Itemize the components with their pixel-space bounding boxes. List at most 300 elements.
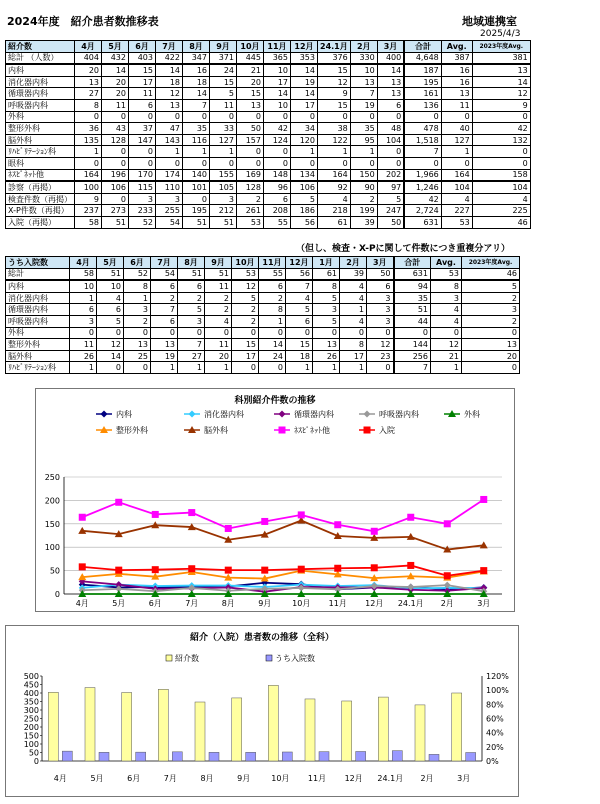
data-point [480, 496, 487, 503]
table-cell: 1 [151, 362, 178, 374]
table-cell: 4 [340, 315, 367, 327]
referral-bar-chart [5, 625, 519, 797]
data-point [444, 520, 451, 527]
table-cell: 2 [462, 292, 520, 304]
legend-label: 循環器内科 [294, 410, 334, 419]
table-cell: 12 [472, 88, 530, 100]
row-label: 消化器内科 [6, 76, 75, 88]
table-cell: 2 [205, 304, 232, 316]
table-cell: 24 [210, 64, 237, 76]
table-cell: 2 [350, 193, 377, 205]
table-cell: 4 [286, 292, 313, 304]
table-cell: 120 [291, 134, 318, 146]
table-cell: 256 [394, 350, 431, 362]
column-header: 5月 [97, 257, 124, 269]
table-cell: 1 [340, 304, 367, 316]
table-cell: 0 [237, 146, 264, 158]
bar [195, 702, 205, 761]
table-cell: 5 [377, 193, 404, 205]
table-row [6, 292, 520, 304]
x-tick-label: 9月 [258, 599, 272, 608]
row-label: 外科 [6, 111, 75, 123]
table-cell: 0 [441, 111, 472, 123]
table-cell: 158 [472, 169, 530, 181]
table-cell: 227 [441, 205, 472, 217]
table-row [6, 157, 531, 169]
table-cell: 4 [97, 292, 124, 304]
table-cell: 147 [129, 134, 156, 146]
line-chart-svg [36, 389, 514, 611]
table-cell: 106 [102, 181, 129, 193]
table-cell: 1 [259, 315, 286, 327]
table-cell: 0 [472, 146, 530, 158]
table-cell: 169 [237, 169, 264, 181]
table-cell: 7 [286, 280, 313, 292]
table-row [6, 327, 520, 339]
table-cell: 17 [232, 350, 259, 362]
row-label: 総計 （人数） [6, 52, 75, 64]
table-cell: 46 [462, 268, 520, 280]
table-cell: 3 [462, 304, 520, 316]
table-cell: 39 [340, 268, 367, 280]
table-row [6, 134, 531, 146]
table-cell: 20 [462, 350, 520, 362]
table-cell: 0 [264, 146, 291, 158]
table-cell: 92 [318, 181, 351, 193]
table-cell: 38 [318, 123, 351, 135]
table-cell: 225 [472, 205, 530, 217]
table-cell: 0 [377, 146, 404, 158]
table-cell: 9 [318, 88, 351, 100]
x-tick-label: 3月 [457, 774, 471, 783]
y2-tick-label: 60% [486, 714, 504, 724]
y-tick-label: 150 [23, 731, 39, 741]
table-cell: 376 [318, 52, 351, 64]
table-cell: 39 [350, 216, 377, 228]
table-cell: 56 [291, 216, 318, 228]
table-cell: 104 [441, 181, 472, 193]
table-cell: 11 [205, 339, 232, 351]
table-cell: 42 [404, 193, 441, 205]
column-header: 8月 [183, 41, 210, 53]
table-cell: 3 [367, 315, 394, 327]
table-cell: 6 [151, 315, 178, 327]
table-cell: 11 [129, 88, 156, 100]
table-cell: 0 [210, 157, 237, 169]
table-cell: 48 [377, 123, 404, 135]
column-header: Avg. [441, 41, 472, 53]
table-cell: 27 [178, 350, 205, 362]
table-cell: 140 [183, 169, 210, 181]
table-cell: 0 [441, 157, 472, 169]
table-cell: 445 [237, 52, 264, 64]
x-tick-label: 12月 [344, 774, 363, 783]
table-cell: 155 [210, 169, 237, 181]
table-cell: 100 [75, 181, 102, 193]
data-point [188, 509, 195, 516]
table-cell: 124 [264, 134, 291, 146]
table-cell: 14 [291, 64, 318, 76]
table-cell: 0 [97, 362, 124, 374]
table-cell: 1 [205, 362, 232, 374]
table-cell: 2 [178, 292, 205, 304]
y2-tick-label: 100% [486, 686, 509, 696]
column-header: 11月 [264, 41, 291, 53]
table-cell: 11 [70, 339, 97, 351]
table-cell: 0 [259, 362, 286, 374]
y-tick-label: 50 [28, 748, 39, 758]
table-cell: 7 [183, 99, 210, 111]
bar [99, 752, 109, 761]
table-cell: 19 [291, 76, 318, 88]
table-cell: 104 [472, 181, 530, 193]
table-row [6, 99, 531, 111]
table-cell: 0 [129, 111, 156, 123]
table-cell: 12 [156, 88, 183, 100]
table-note: （但し、検査・X-Pに関して件数につき重複分アリ） [296, 244, 510, 254]
table-cell: 161 [404, 88, 441, 100]
bar [122, 692, 132, 761]
column-header: 5月 [102, 41, 129, 53]
x-tick-label: 5月 [112, 599, 126, 608]
y-tick-label: 450 [23, 680, 39, 690]
table-cell: 143 [156, 134, 183, 146]
table-cell: 51 [178, 268, 205, 280]
table-cell: 14 [291, 88, 318, 100]
table-cell: 4 [441, 193, 472, 205]
table-cell: 1 [441, 146, 472, 158]
table-cell: 13 [156, 99, 183, 111]
table-cell: 0 [97, 327, 124, 339]
table-cell: 144 [394, 339, 431, 351]
table-row [6, 268, 520, 280]
table-cell: 13 [472, 64, 530, 76]
data-point [225, 525, 232, 532]
column-header: 1月 [313, 257, 340, 269]
table-cell: 21 [431, 350, 462, 362]
table-cell: 27 [75, 88, 102, 100]
table-cell: 0 [340, 327, 367, 339]
table-cell: 365 [264, 52, 291, 64]
table-cell: 16 [441, 64, 472, 76]
table-cell: 14 [97, 350, 124, 362]
column-header: 9月 [210, 41, 237, 53]
table-cell: 0 [237, 157, 264, 169]
x-tick-label: 8月 [221, 599, 235, 608]
table-cell: 13 [313, 339, 340, 351]
table-cell: 90 [350, 181, 377, 193]
data-point [334, 521, 341, 528]
table-cell: 51 [205, 268, 232, 280]
data-point [407, 562, 414, 569]
table-cell: 353 [291, 52, 318, 64]
table-cell: 17 [291, 99, 318, 111]
table-cell: 0 [102, 146, 129, 158]
table-cell: 0 [156, 111, 183, 123]
table-cell: 5 [232, 292, 259, 304]
table-cell: 0 [367, 362, 394, 374]
table-cell: 15 [129, 64, 156, 76]
table-cell: 371 [210, 52, 237, 64]
table-cell: 1 [210, 146, 237, 158]
column-header: Avg. [431, 257, 462, 269]
table-row [6, 216, 531, 228]
table-cell: 106 [291, 181, 318, 193]
table-cell: 3 [313, 304, 340, 316]
table-header-row [6, 257, 520, 269]
table-cell: 403 [129, 52, 156, 64]
table-cell: 7 [151, 304, 178, 316]
table-cell: 101 [183, 181, 210, 193]
bar [305, 699, 315, 761]
table-cell: 0 [259, 327, 286, 339]
table-cell: 15 [237, 88, 264, 100]
table-cell: 4 [205, 315, 232, 327]
table-cell: 13 [462, 339, 520, 351]
table-cell: 61 [313, 268, 340, 280]
table-cell: 14 [472, 76, 530, 88]
y2-tick-label: 0% [486, 757, 499, 766]
table-cell: 0 [178, 327, 205, 339]
table-cell: 2 [124, 315, 151, 327]
table-cell: 3 [70, 315, 97, 327]
table-cell: 95 [350, 134, 377, 146]
table-cell: 94 [394, 280, 431, 292]
bar [158, 689, 168, 761]
table-cell: 51 [183, 216, 210, 228]
table-cell: 14 [259, 339, 286, 351]
admission-table [5, 256, 520, 374]
bar [268, 685, 278, 761]
table-cell: 55 [259, 268, 286, 280]
bar [392, 751, 402, 761]
table-cell: 115 [129, 181, 156, 193]
table-cell: 4 [431, 315, 462, 327]
table-cell: 20 [75, 64, 102, 76]
row-label: 検査件数（再掲） [6, 193, 75, 205]
data-point [152, 566, 159, 573]
table-cell: 6 [70, 304, 97, 316]
table-cell: 3 [124, 304, 151, 316]
y-tick-label: 0 [54, 590, 60, 599]
table-row [6, 280, 520, 292]
table-cell: 42 [472, 123, 530, 135]
table-cell: 135 [75, 134, 102, 146]
y-tick-label: 250 [23, 714, 39, 724]
table-cell: 61 [318, 216, 351, 228]
table-cell: 0 [210, 111, 237, 123]
table-cell: 13 [124, 339, 151, 351]
table-row [6, 205, 531, 217]
x-tick-label: 7月 [185, 599, 199, 608]
table-cell: 6 [97, 304, 124, 316]
column-header: 7月 [151, 257, 178, 269]
legend-marker [279, 427, 286, 434]
data-point [225, 567, 232, 574]
chart-title: 紹介（入院）患者数の推移（全科） [189, 633, 335, 643]
row-label: 入院（再掲） [6, 216, 75, 228]
table-cell: 97 [377, 181, 404, 193]
table-cell: 10 [264, 99, 291, 111]
table-cell: 5 [313, 315, 340, 327]
table-cell: 54 [156, 216, 183, 228]
column-header: 6月 [129, 41, 156, 53]
y-tick-label: 100 [44, 543, 60, 553]
legend-marker [189, 411, 196, 418]
table-cell: 6 [259, 280, 286, 292]
row-label: 内科 [6, 64, 75, 76]
table-cell: 15 [232, 339, 259, 351]
data-point [371, 528, 378, 535]
legend-marker [364, 427, 371, 434]
column-header: 2月 [340, 257, 367, 269]
table-cell: 0 [75, 111, 102, 123]
table-cell: 3 [129, 193, 156, 205]
table-cell: 14 [156, 64, 183, 76]
table-cell: 14 [102, 64, 129, 76]
table-cell: 3 [367, 304, 394, 316]
table-cell: 17 [129, 76, 156, 88]
table-cell: 0 [232, 362, 259, 374]
row-label: 呼吸器内科 [6, 99, 75, 111]
row-label: 呼吸器内科 [6, 315, 70, 327]
data-point [152, 511, 159, 518]
y-tick-label: 150 [44, 519, 60, 529]
data-point [298, 511, 305, 518]
series-line [82, 499, 484, 531]
column-header: 合計 [404, 41, 441, 53]
table-cell: 0 [318, 157, 351, 169]
table-cell: 8 [313, 280, 340, 292]
table-cell: 105 [210, 181, 237, 193]
table-cell: 6 [264, 193, 291, 205]
table-cell: 5 [97, 315, 124, 327]
data-point [371, 564, 378, 571]
column-header: 7月 [156, 41, 183, 53]
table-cell: 8 [259, 304, 286, 316]
table-cell: 58 [70, 268, 97, 280]
table-cell: 208 [264, 205, 291, 217]
table-cell: 12 [232, 280, 259, 292]
x-tick-label: 6月 [148, 599, 162, 608]
table-cell: 187 [404, 64, 441, 76]
data-point [188, 565, 195, 572]
legend-label: 紹介数 [175, 654, 199, 663]
bar [172, 752, 182, 761]
table-cell: 157 [237, 134, 264, 146]
table-cell: 8 [75, 99, 102, 111]
bar [282, 752, 292, 761]
row-label: 眼科 [6, 157, 75, 169]
table-cell: 35 [183, 123, 210, 135]
table-cell: 127 [210, 134, 237, 146]
table-cell: 11 [102, 99, 129, 111]
table-cell: 0 [205, 327, 232, 339]
table-cell: 13 [151, 339, 178, 351]
table-cell: 33 [210, 123, 237, 135]
table-cell: 0 [70, 327, 97, 339]
table-cell: 128 [237, 181, 264, 193]
table-cell: 96 [264, 181, 291, 193]
row-label: 循環器内科 [6, 88, 75, 100]
table-cell: 1 [313, 362, 340, 374]
table-cell: 0 [183, 157, 210, 169]
table-cell: 0 [286, 327, 313, 339]
data-point [261, 567, 268, 574]
legend-swatch [266, 655, 272, 661]
table-cell: 0 [156, 157, 183, 169]
data-point [480, 567, 487, 574]
table-cell: 50 [367, 268, 394, 280]
legend-label: 消化器内科 [204, 410, 244, 419]
table-cell: 1 [286, 362, 313, 374]
table-cell: 3 [210, 193, 237, 205]
table-cell: 55 [264, 216, 291, 228]
table-cell: 432 [102, 52, 129, 64]
table-cell: 116 [183, 134, 210, 146]
column-header: 9月 [205, 257, 232, 269]
table-cell: 0 [350, 157, 377, 169]
table-cell: 51 [97, 268, 124, 280]
table-cell: 6 [286, 315, 313, 327]
table-cell: 43 [102, 123, 129, 135]
table-cell: 136 [404, 99, 441, 111]
table-cell: 1 [70, 292, 97, 304]
column-header: 4月 [75, 41, 102, 53]
table-cell: 150 [350, 169, 377, 181]
table-cell: 0 [394, 327, 431, 339]
table-cell: 478 [404, 123, 441, 135]
data-point [115, 567, 122, 574]
table-cell: 5 [291, 193, 318, 205]
table-cell: 0 [367, 327, 394, 339]
table-row [6, 362, 520, 374]
table-cell: 9 [75, 193, 102, 205]
bar [85, 688, 95, 761]
legend-label: 内科 [116, 410, 132, 419]
table-cell: 14 [377, 64, 404, 76]
table-cell: 53 [237, 216, 264, 228]
table-cell: 0 [313, 327, 340, 339]
bar [356, 751, 366, 761]
table-row [6, 193, 531, 205]
table-cell: 15 [318, 64, 351, 76]
column-header: 10月 [237, 41, 264, 53]
table-cell: 6 [377, 99, 404, 111]
table-cell: 422 [156, 52, 183, 64]
table-cell: 16 [183, 64, 210, 76]
table-cell: 6 [129, 99, 156, 111]
y-tick-label: 500 [23, 672, 39, 681]
table-cell: 20 [237, 76, 264, 88]
y-tick-label: 100 [23, 740, 39, 749]
table-cell: 0 [462, 362, 520, 374]
data-point [334, 565, 341, 572]
table-cell: 11 [210, 99, 237, 111]
row-label: 脳外科 [6, 350, 70, 362]
x-tick-label: 4月 [75, 599, 89, 608]
table-cell: 212 [210, 205, 237, 217]
table-cell: 51 [210, 216, 237, 228]
table-cell: 13 [377, 76, 404, 88]
table-cell: 1 [291, 146, 318, 158]
bar [62, 751, 72, 761]
table-cell: 0 [102, 193, 129, 205]
table-cell: 7 [350, 88, 377, 100]
table-cell: 0 [129, 157, 156, 169]
table-cell: 34 [291, 123, 318, 135]
table-cell: 127 [441, 134, 472, 146]
